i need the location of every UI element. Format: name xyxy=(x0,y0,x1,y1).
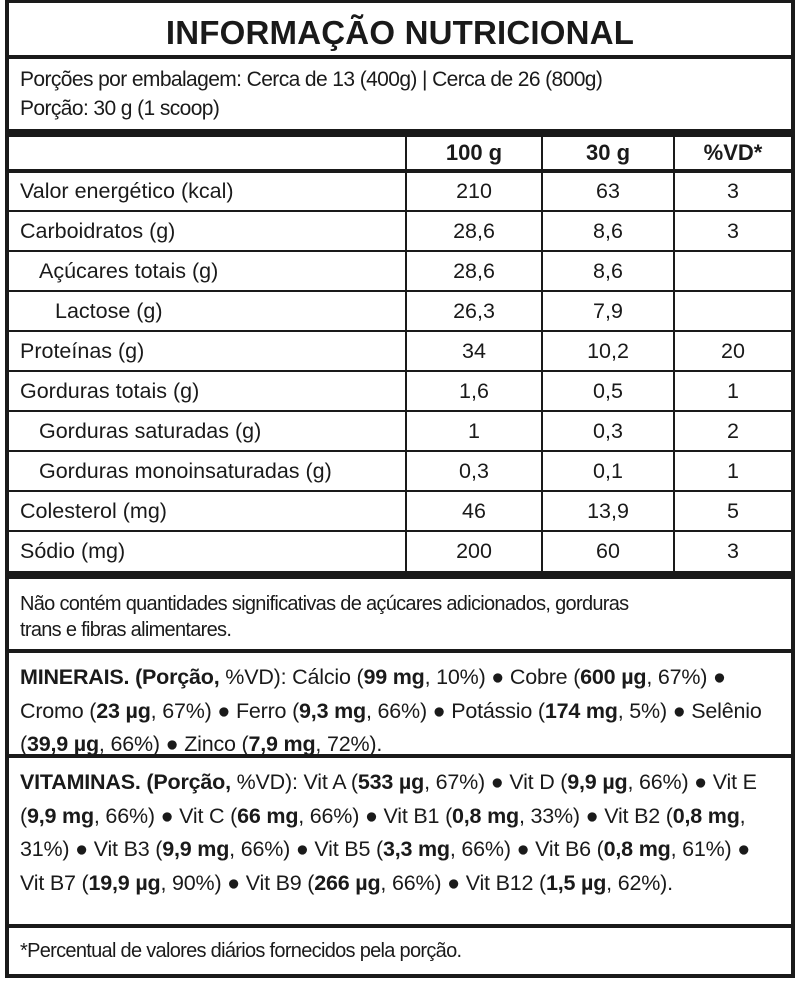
row-label: Açúcares totais (g) xyxy=(9,251,406,291)
vitamins-heading: VITAMINAS. xyxy=(20,770,141,794)
text: , 62%). xyxy=(606,870,673,895)
value-vd: 1 xyxy=(674,451,791,491)
value-30g: 8,6 xyxy=(542,211,674,251)
text: , 10%) ● Cobre ( xyxy=(424,665,581,689)
value-vd: 3 xyxy=(674,531,791,571)
vit-b6-value: 0,8 mg xyxy=(603,837,671,861)
minerals-porcao: (Porção, xyxy=(135,665,220,689)
vit-b3-value: 9,9 mg xyxy=(162,837,230,861)
value-vd xyxy=(674,291,791,331)
text: , 66%) ● Vit B1 ( xyxy=(298,803,453,828)
value-30g: 13,9 xyxy=(542,491,674,531)
table-row xyxy=(9,291,791,331)
text: , 66%) ● Vit B12 ( xyxy=(380,870,546,895)
value-vd: 2 xyxy=(674,411,791,451)
text: , 31%) ● Vit B3 ( xyxy=(20,803,746,861)
text: , 90%) ● Vit B9 ( xyxy=(160,870,315,895)
text: , 66%) ● Vit E ( xyxy=(20,770,757,828)
text: , 66%) ● Potássio ( xyxy=(365,698,545,723)
value-100g: 210 xyxy=(406,171,542,211)
table-row xyxy=(9,371,791,411)
value-vd: 20 xyxy=(674,331,791,371)
table-row xyxy=(9,491,791,531)
label-title: INFORMAÇÃO NUTRICIONAL xyxy=(9,3,791,59)
vit-b1-value: 0,8 mg xyxy=(452,803,519,828)
text: , 67%) ● Vit D ( xyxy=(424,770,568,794)
text: , 66%) ● Zinco ( xyxy=(98,732,249,756)
servings-per-package: Porções por embalagem: Cerca de 13 (400g) | Cerca de 26 (800g) xyxy=(20,68,603,91)
row-label: Colesterol (mg) xyxy=(9,491,406,531)
serving-size: Porção: 30 g (1 scoop) xyxy=(20,97,220,120)
value-100g: 28,6 xyxy=(406,211,542,251)
value-vd: 5 xyxy=(674,491,791,531)
calcio-value: 99 mg xyxy=(363,665,425,689)
vit-a-value: 533 µg xyxy=(357,770,425,794)
vit-b9-value: 266 µg xyxy=(314,870,381,895)
text: , 67%) ● Ferro ( xyxy=(150,698,300,723)
table-row xyxy=(9,531,791,571)
zinco-value: 7,9 mg xyxy=(248,732,316,756)
header-100g: 100 g xyxy=(406,133,542,171)
minerals-heading: MINERAIS. xyxy=(20,665,130,689)
value-vd: 1 xyxy=(674,371,791,411)
text: , 66%) ● Vit B6 ( xyxy=(449,837,604,861)
value-30g: 0,5 xyxy=(542,371,674,411)
header-empty xyxy=(9,133,406,171)
value-100g: 28,6 xyxy=(406,251,542,291)
minerals-section xyxy=(9,649,791,754)
note-line: trans e fibras alimentares. xyxy=(20,619,232,641)
table-row xyxy=(9,171,791,211)
table-row xyxy=(9,251,791,291)
value-vd: 3 xyxy=(674,211,791,251)
vit-c-value: 66 mg xyxy=(237,803,299,828)
text: , 72%). xyxy=(315,732,383,756)
row-label: Proteínas (g) xyxy=(9,331,406,371)
value-vd: 3 xyxy=(674,171,791,211)
footnote: *Percentual de valores diários fornecidos pela porção. xyxy=(9,924,791,963)
row-label: Gorduras monoinsaturadas (g) xyxy=(9,451,406,491)
nutrition-table xyxy=(9,129,791,571)
value-100g: 34 xyxy=(406,331,542,371)
header-vd: %VD* xyxy=(674,133,791,171)
vit-d-value: 9,9 µg xyxy=(567,770,628,794)
value-30g: 8,6 xyxy=(542,251,674,291)
serving-info xyxy=(9,59,791,129)
value-100g: 1,6 xyxy=(406,371,542,411)
text: , 33%) ● Vit B2 ( xyxy=(518,803,673,828)
table-row xyxy=(9,451,791,491)
row-label: Lactose (g) xyxy=(9,291,406,331)
vit-b5-value: 3,3 mg xyxy=(382,837,450,861)
row-label: Carboidratos (g) xyxy=(9,211,406,251)
not-significant-note xyxy=(9,571,791,649)
nutrition-label xyxy=(5,0,795,978)
text: %VD): Vit A ( xyxy=(230,770,358,794)
value-100g: 1 xyxy=(406,411,542,451)
vit-b12-value: 1,5 µg xyxy=(545,870,607,895)
vit-e-value: 9,9 mg xyxy=(26,803,94,828)
table-row xyxy=(9,411,791,451)
row-label: Valor energético (kcal) xyxy=(9,171,406,211)
text: , 66%) ● Vit B5 ( xyxy=(229,837,383,861)
value-30g: 10,2 xyxy=(542,331,674,371)
text: %VD): Cálcio ( xyxy=(219,665,364,689)
value-100g: 0,3 xyxy=(406,451,542,491)
text: , 66%) ● Vit C ( xyxy=(93,803,238,828)
value-30g: 0,3 xyxy=(542,411,674,451)
table-header-row xyxy=(9,133,791,171)
vit-b2-value: 0,8 mg xyxy=(672,803,740,828)
text: , 61%) ● Vit B7 ( xyxy=(20,837,751,895)
vitamins-porcao: (Porção, xyxy=(146,770,231,794)
row-label: Gorduras totais (g) xyxy=(9,371,406,411)
value-30g: 0,1 xyxy=(542,451,674,491)
value-100g: 26,3 xyxy=(406,291,542,331)
value-100g: 200 xyxy=(406,531,542,571)
ferro-value: 9,3 mg xyxy=(299,698,366,723)
cromo-value: 23 µg xyxy=(96,698,151,723)
table-row xyxy=(9,331,791,371)
value-30g: 60 xyxy=(542,531,674,571)
vit-b7-value: 19,9 µg xyxy=(88,870,161,895)
note-line: Não contém quantidades significativas de açúcares adicionados, gorduras xyxy=(20,593,629,615)
cobre-value: 600 µg xyxy=(580,665,647,689)
row-label: Gorduras saturadas (g) xyxy=(9,411,406,451)
value-30g: 63 xyxy=(542,171,674,211)
table-row xyxy=(9,211,791,251)
text: , 5%) ● Selênio ( xyxy=(20,698,762,756)
vitamins-section xyxy=(9,754,791,924)
value-30g: 7,9 xyxy=(542,291,674,331)
selenio-value: 39,9 µg xyxy=(26,732,99,756)
potassio-value: 174 mg xyxy=(544,698,618,723)
header-30g: 30 g xyxy=(542,133,674,171)
value-100g: 46 xyxy=(406,491,542,531)
text: , 67%) ● Cromo ( xyxy=(20,665,726,723)
row-label: Sódio (mg) xyxy=(20,539,126,563)
value-vd xyxy=(674,251,791,291)
